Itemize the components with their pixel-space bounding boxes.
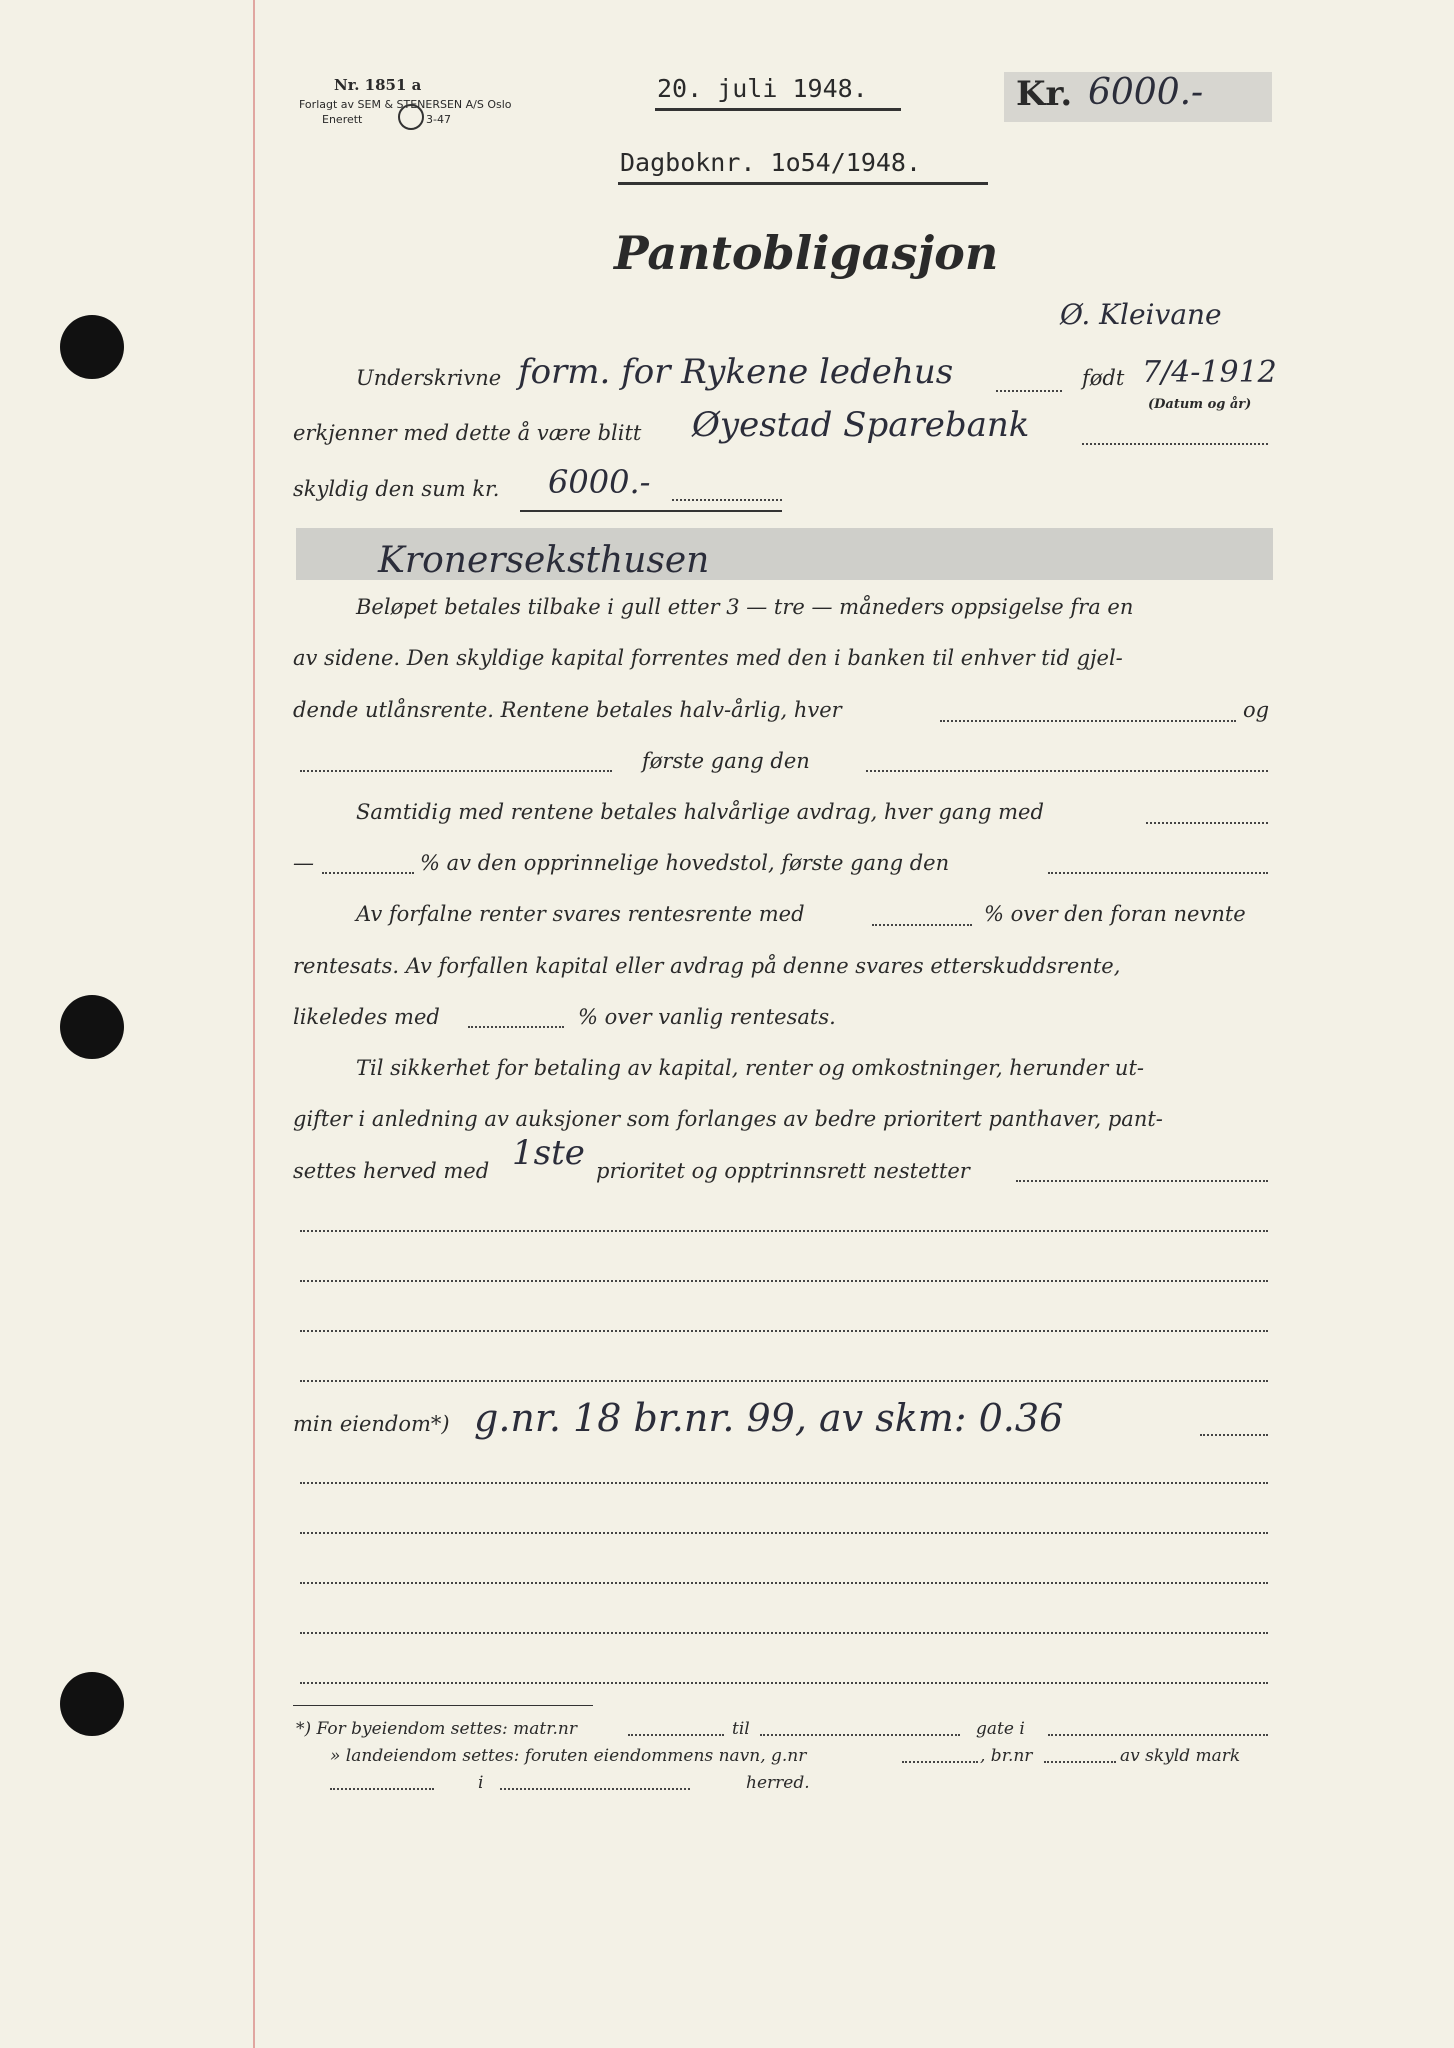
text-line: første gang den (642, 749, 810, 773)
datum-label: (Datum og år) (1148, 397, 1252, 412)
sum-value: 6000.- (548, 463, 651, 501)
margin-line (253, 0, 255, 2048)
text-line: rentesats. Av forfallen kapital eller avdrag på denne svares etterskuddsrente, (293, 954, 1121, 978)
punch-hole-middle (60, 995, 124, 1059)
text-line: Samtidig med rentene betales halvårlige avdrag, hver gang med (356, 800, 1044, 824)
text-line: settes herved med (293, 1159, 490, 1183)
footnote-rule (293, 1705, 593, 1706)
footnote-line: av skyld mark (1120, 1746, 1241, 1766)
publisher-line-2: Enerett (322, 113, 363, 126)
creditor-value: Øyestad Sparebank (692, 405, 1030, 445)
text-line: Beløpet betales tilbake i gull etter 3 — tre — måneders oppsigelse fra en (356, 595, 1134, 619)
text-line: — (293, 851, 314, 875)
fodt-value: 7/4-1912 (1142, 355, 1277, 390)
dagbok-underline (618, 182, 988, 185)
date-underline (655, 108, 901, 111)
eiendom-label: min eiendom*) (293, 1412, 450, 1436)
footnote-line: herred. (746, 1773, 810, 1793)
publisher-code: 3-47 (426, 113, 451, 126)
footnote-line: » landeiendom settes: foruten eiendommens navn, g.nr (330, 1746, 807, 1766)
place-above: Ø. Kleivane (1060, 298, 1222, 331)
footnote-line: , br.nr (980, 1746, 1033, 1766)
footnote-line: til (732, 1719, 750, 1739)
text-line: dende utlånsrente. Rentene betales halv-årlig, hver (293, 698, 842, 722)
text-line: % over den foran nevnte (984, 902, 1246, 926)
form-number: Nr. 1851 a (334, 76, 422, 94)
punch-hole-top (60, 315, 124, 379)
date: 20. juli 1948. (657, 74, 868, 103)
kr-amount: 6000.- (1088, 72, 1204, 113)
text-line: prioritet og opptrinnsrett nestetter (596, 1159, 970, 1183)
footnote-line: gate i (976, 1719, 1025, 1739)
text-line: og (1243, 698, 1270, 722)
footnote-line: i (478, 1773, 484, 1793)
erkjenner-label: erkjenner med dette å være blitt (293, 421, 642, 445)
text-line: Til sikkerhet for betaling av kapital, renter og omkostninger, herunder ut- (356, 1056, 1144, 1080)
fodt-label: født (1082, 366, 1125, 390)
punch-hole-bottom (60, 1672, 124, 1736)
kr-label: Kr. (1016, 74, 1073, 114)
text-line: gifter i anledning av auksjoner som forlanges av bedre prioritert panthaver, pant- (293, 1107, 1163, 1131)
eiendom-value: g.nr. 18 br.nr. 99, av skm: 0.36 (474, 1396, 1064, 1440)
text-line: % av den opprinnelige hovedstol, første gang den (420, 851, 950, 875)
priority-value: 1ste (512, 1133, 585, 1173)
publisher-logo (398, 104, 424, 130)
dagbok-number: Dagboknr. 1o54/1948. (620, 148, 922, 177)
document-title: Pantobligasjon (614, 226, 999, 280)
text-line: av sidene. Den skyldige kapital forrentes med den i banken til enhver tid gjel- (293, 646, 1123, 670)
amount-words: Kronerseksthusen (378, 540, 710, 581)
footnote-line: *) For byeiendom settes: matr.nr (296, 1719, 577, 1739)
text-line: % over vanlig rentesats. (578, 1005, 836, 1029)
underskrivne-label: Underskrivne (356, 366, 502, 390)
text-line: likeledes med (293, 1005, 440, 1029)
skyldig-label: skyldig den sum kr. (293, 477, 500, 501)
text-line: Av forfalne renter svares rentesrente med (356, 902, 805, 926)
publisher-line: Forlagt av SEM & STENERSEN A/S Oslo (299, 98, 512, 111)
underskrivne-value: form. for Rykene ledehus (518, 352, 954, 392)
